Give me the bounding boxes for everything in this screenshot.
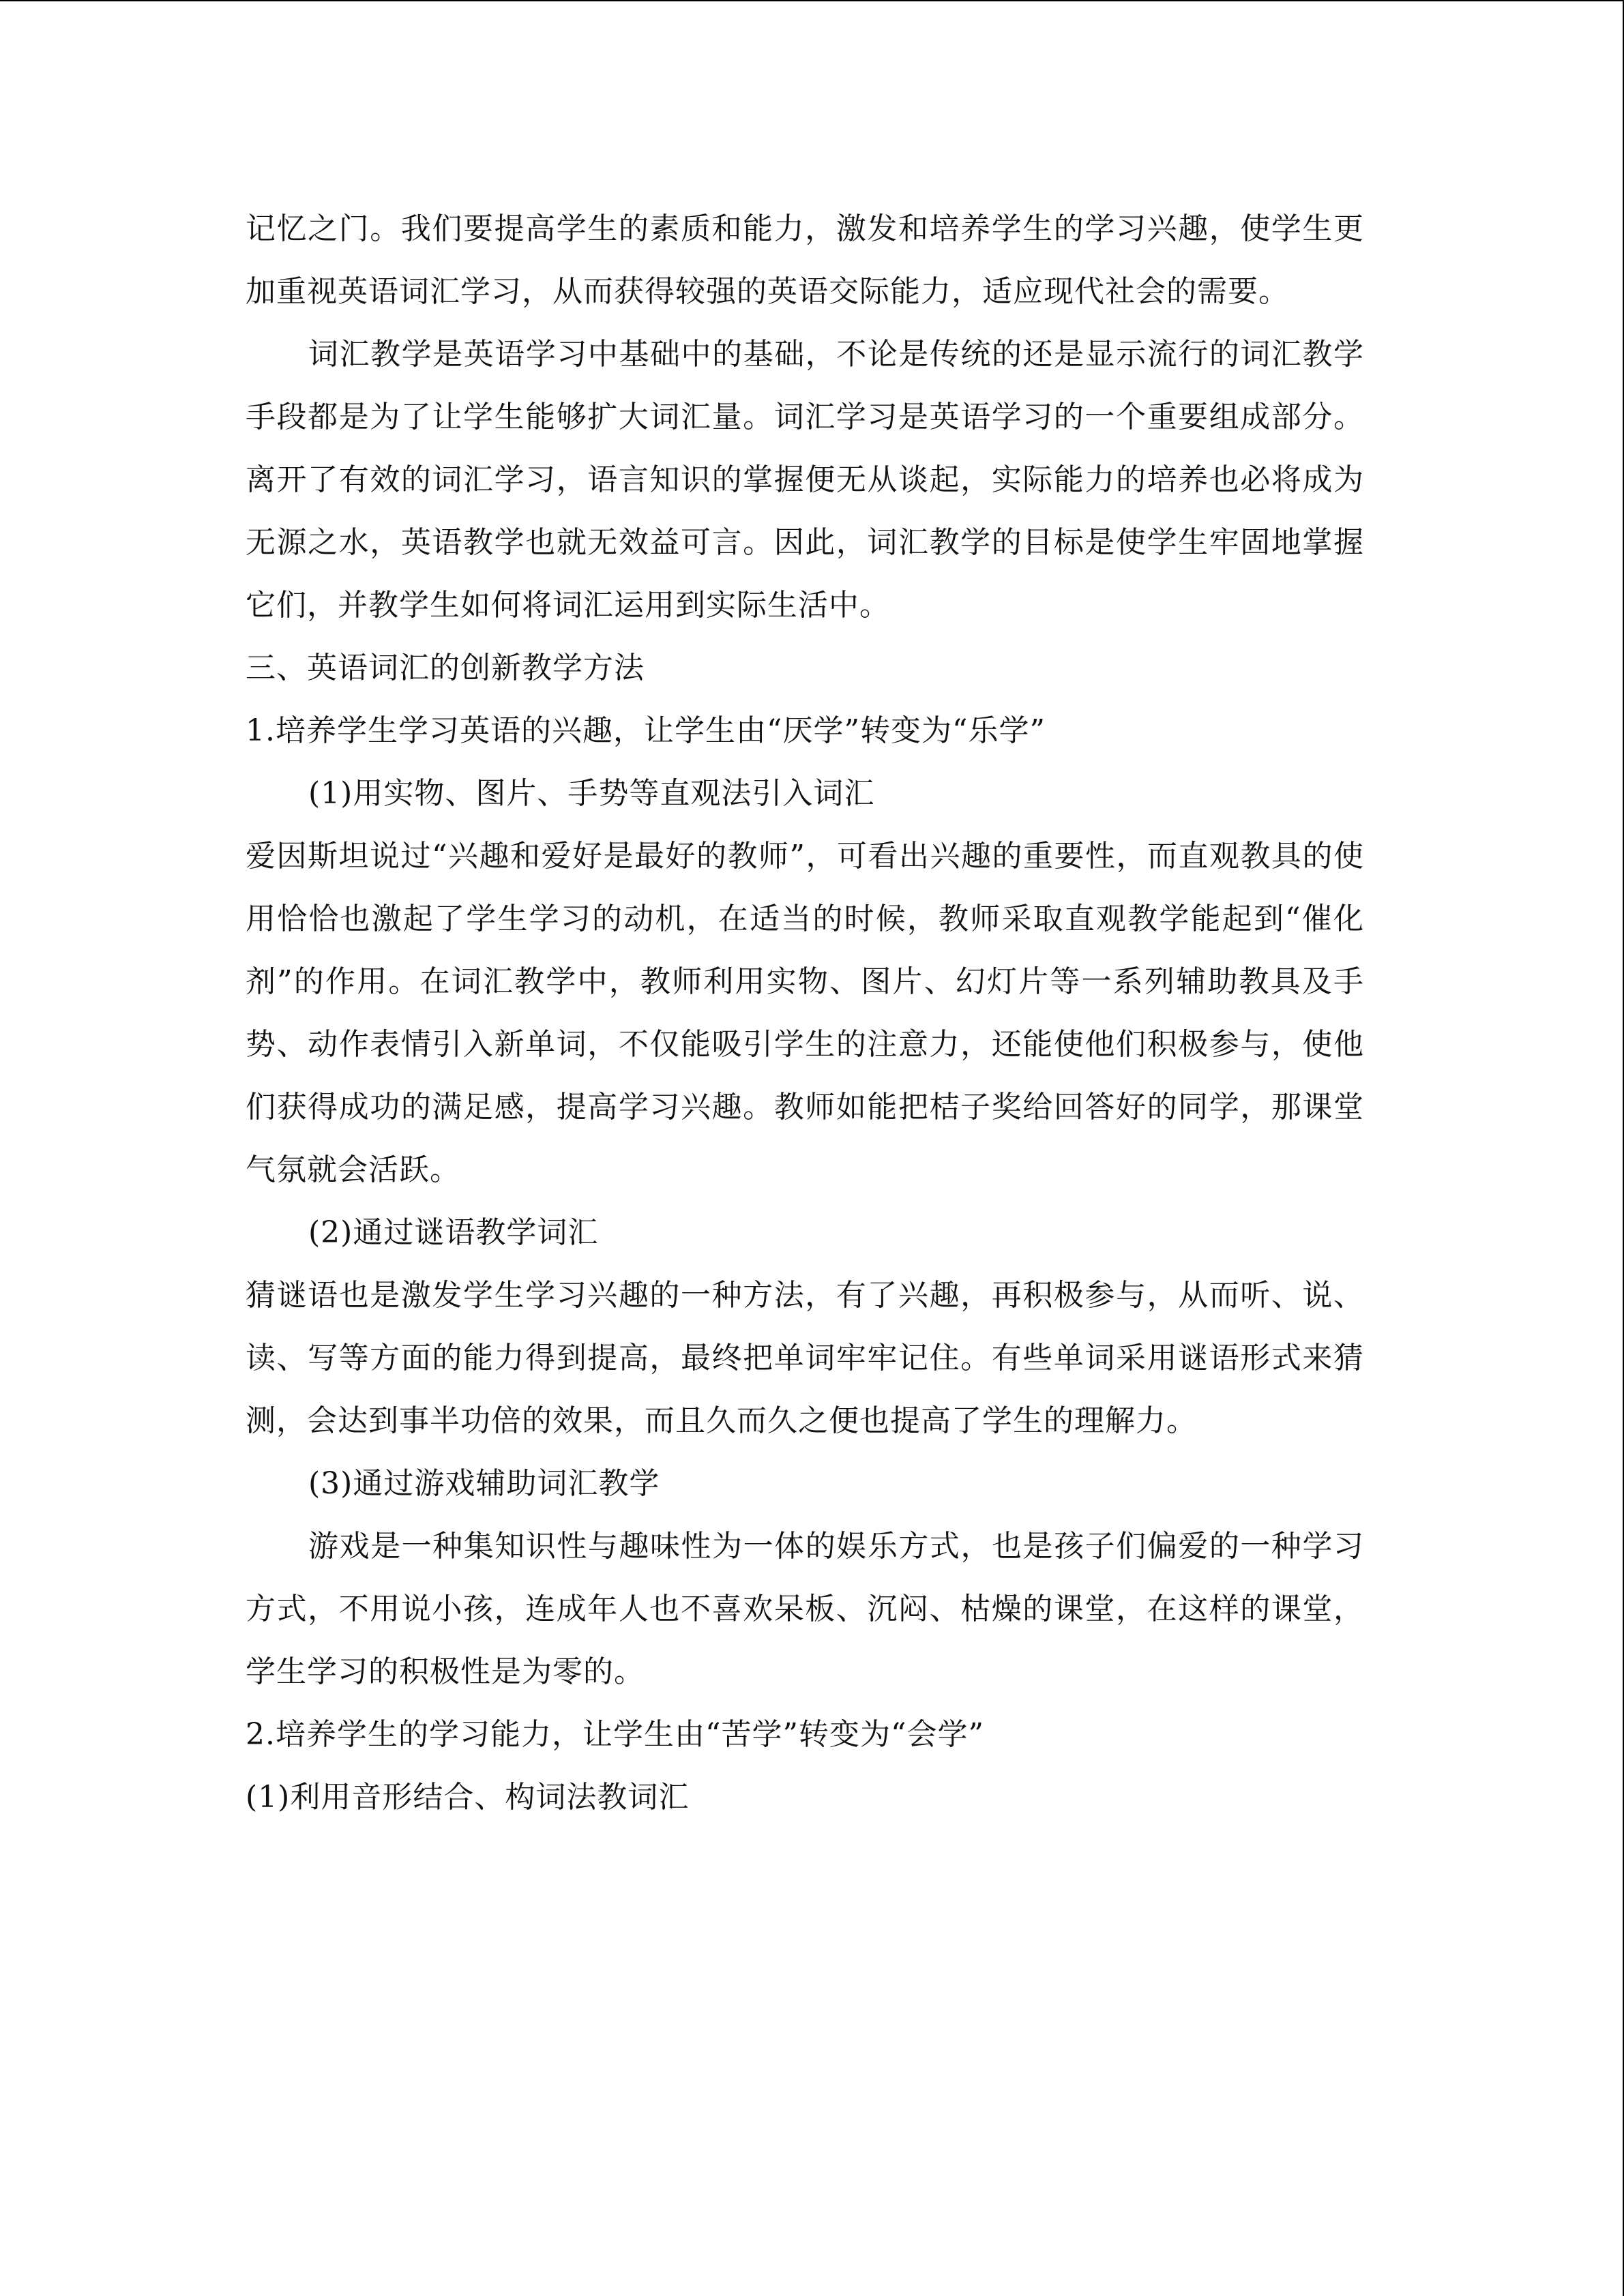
item-heading-2-1: (1)利用音形结合、构词法教词汇 (246, 1780, 690, 1815)
subheading-2: 2.培养学生的学习能力，让学生由“苦学”转变为“会学” (246, 1717, 984, 1752)
top-border (0, 0, 1624, 1)
item-heading-1-1: (1)用实物、图片、手势等直观法引入词汇 (308, 776, 875, 811)
subheading-1: 1.培养学生学习英语的兴趣，让学生由“厌学”转变为“乐学” (246, 713, 1046, 748)
paragraph-games: 游戏是一种集知识性与趣味性为一体的娱乐方式，也是孩子们偏爱的一种学习方式，不用说小孩，连成年人也不喜欢呆板、沉闷、枯燥的课堂，在这样的课堂，学生学习的积极性是为零的。 (246, 1529, 1364, 1689)
item-heading-1-2: (2)通过谜语教学词汇 (308, 1215, 599, 1250)
document-body (246, 198, 1364, 1829)
item-heading-1-3: (3)通过游戏辅助词汇教学 (308, 1466, 660, 1501)
section-heading-3: 三、英语词汇的创新教学方法 (246, 651, 645, 685)
paragraph-visual-aids: 爱因斯坦说过“兴趣和爱好是最好的教师”，可看出兴趣的重要性，而直观教具的使用恰恰也激起了学生学习的动机，在适当的时候，教师采取直观教学能起到“催化剂”的作用。在词汇教学中，教师利用实物、图片、幻灯片等一系列辅助教具及手势、动作表情引入新单词，不仅能吸引学生的注意力，还能使他们积极参与，使他们获得成功的满足感，提高学习兴趣。教师如能把桔子奖给回答好的同学，那课堂气氛就会活跃。 (246, 839, 1364, 1187)
paragraph-continuation: 记忆之门。我们要提高学生的素质和能力，激发和培养学生的学习兴趣，使学生更加重视英语词汇学习，从而获得较强的英语交际能力，适应现代社会的需要。 (246, 211, 1364, 309)
paragraph-vocabulary-basis: 词汇教学是英语学习中基础中的基础，不论是传统的还是显示流行的词汇教学手段都是为了让学生能够扩大词汇量。词汇学习是英语学习的一个重要组成部分。离开了有效的词汇学习，语言知识的掌握便无从谈起，实际能力的培养也必将成为无源之水，英语教学也就无效益可言。因此，词汇教学的目标是使学生牢固地掌握它们，并教学生如何将词汇运用到实际生活中。 (246, 337, 1364, 623)
paragraph-riddles: 猜谜语也是激发学生学习兴趣的一种方法，有了兴趣，再积极参与，从而听、说、读、写等方面的能力得到提高，最终把单词牢牢记住。有些单词采用谜语形式来猜测，会达到事半功倍的效果，而且久而久之便也提高了学生的理解力。 (246, 1278, 1364, 1438)
